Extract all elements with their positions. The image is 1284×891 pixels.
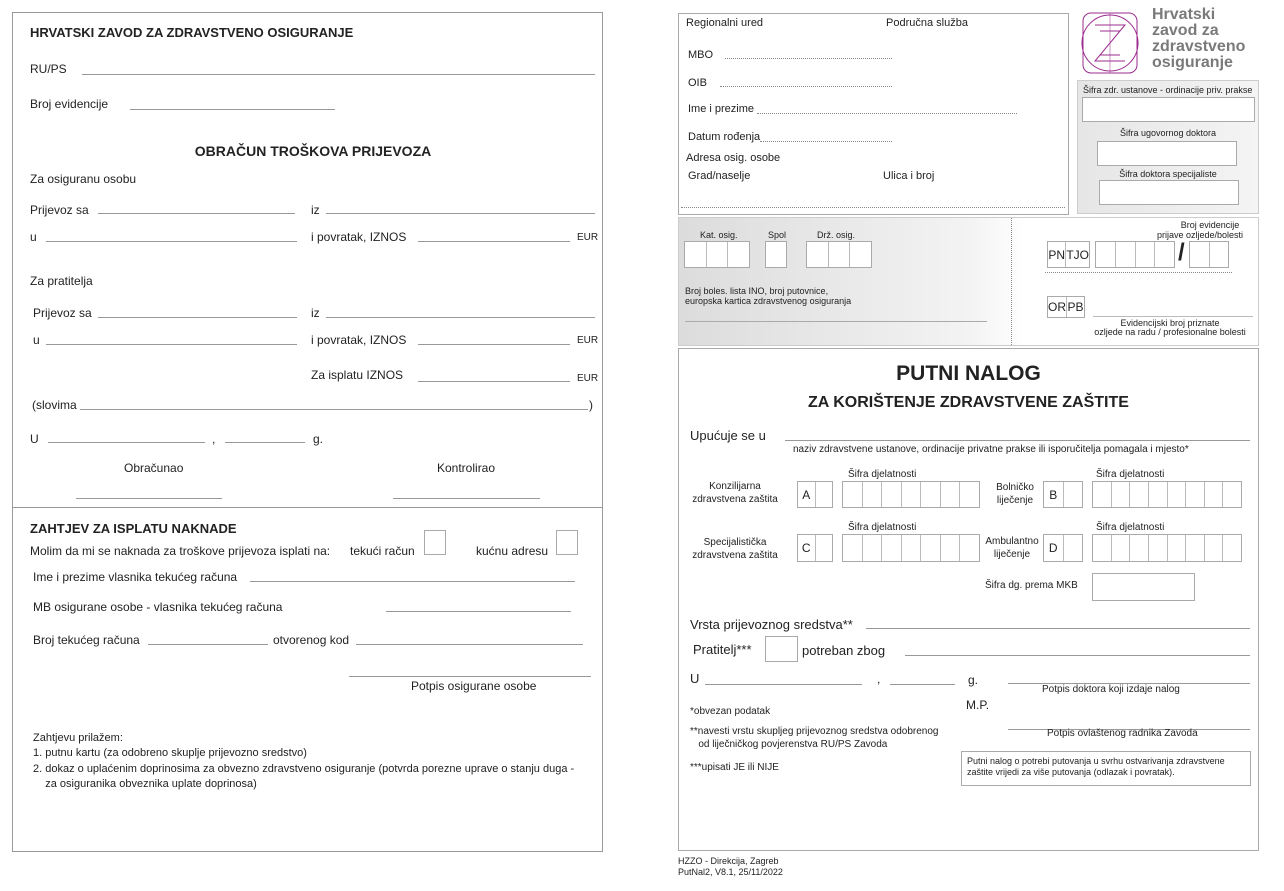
konz-label: zdravstvena zaštita bbox=[692, 494, 778, 505]
za-pratitelja-label: Za pratitelja bbox=[30, 274, 93, 288]
mkb-field[interactable] bbox=[1092, 573, 1195, 601]
pratitelj-label: Pratitelj*** bbox=[693, 642, 752, 657]
spec-label: zdravstvena zaštita bbox=[692, 550, 778, 561]
tjo-label: TJO bbox=[1066, 247, 1089, 262]
mjesto-field[interactable] bbox=[705, 684, 862, 685]
hzzo-logo-icon bbox=[1080, 11, 1140, 75]
footer-line: PutNal2, V8.1, 25/11/2022 bbox=[678, 867, 783, 877]
mbo-label: MBO bbox=[688, 49, 714, 61]
comma: , bbox=[877, 672, 881, 686]
comma: , bbox=[212, 432, 216, 446]
upucuje-label: Upućuje se u bbox=[690, 428, 766, 443]
sifra-specijaliste-label: Šifra doktora specijaliste bbox=[1119, 169, 1217, 179]
left-form bbox=[12, 12, 603, 852]
mjesto-label: U bbox=[690, 671, 700, 686]
prilazem-label: Zahtjevu prilažem: bbox=[33, 732, 123, 744]
spol-field[interactable] bbox=[765, 241, 787, 268]
sifra-ustanove-label: Šifra zdr. ustanove - ordinacije priv. prakse bbox=[1083, 85, 1253, 95]
broj-evid-label: prijave ozljede/bolesti bbox=[1156, 230, 1244, 240]
datum-label: Datum rođenja bbox=[688, 131, 761, 143]
zahtjev-title: ZAHTJEV ZA ISPLATU NAKNADE bbox=[30, 521, 237, 536]
slovima-field[interactable] bbox=[80, 409, 588, 410]
ru-ps-field[interactable] bbox=[82, 74, 595, 75]
naziv-hint: naziv zdravstvene ustanove, ordinacije privatne prakse ili isporučitelja pomagala i mjesto* bbox=[793, 444, 1189, 455]
pratitelj-iznos-field[interactable] bbox=[418, 344, 570, 345]
spec-sifra-field[interactable] bbox=[842, 534, 980, 562]
left-header: HRVATSKI ZAVOD ZA ZDRAVSTVENO OSIGURANJE bbox=[30, 25, 354, 40]
navesti-note: **navesti vrstu skupljeg prijevoznog sredstva odobrenog bbox=[690, 726, 939, 737]
tekuci-label: tekući račun bbox=[350, 544, 415, 558]
slash: / bbox=[1178, 239, 1185, 266]
ulica-label: Ulica i broj bbox=[883, 170, 935, 182]
tekuci-checkbox[interactable] bbox=[424, 530, 446, 555]
molim-text: Molim da mi se naknada za troškove prijevoza isplati na: bbox=[30, 544, 331, 558]
mkb-label: Šifra dg. prema MKB bbox=[985, 580, 1078, 591]
sifra-djel-label: Šifra djelatnosti bbox=[1096, 469, 1165, 480]
sifra-specijaliste-field[interactable] bbox=[1099, 180, 1239, 205]
drz-field[interactable] bbox=[806, 241, 872, 268]
pb-label: PB bbox=[1067, 300, 1084, 314]
adresa-label: Adresa osig. osobe bbox=[686, 152, 781, 164]
drz-label: Drž. osig. bbox=[817, 230, 856, 240]
spec-label: Specijalistička bbox=[703, 537, 767, 548]
ime-vlasnika-field[interactable] bbox=[250, 581, 575, 582]
broj-evidencije-field[interactable] bbox=[130, 109, 335, 110]
potreban-label: potreban zbog bbox=[802, 643, 886, 658]
broj-boles-label: Broj boles. lista INO, broj putovnice, bbox=[685, 286, 829, 296]
bol-label: liječenje bbox=[996, 495, 1034, 506]
potpis-field[interactable] bbox=[349, 676, 591, 677]
divider bbox=[12, 507, 602, 508]
evid-priznate-label: Evidencijski broj priznate bbox=[1120, 318, 1220, 328]
mbo-field[interactable] bbox=[725, 58, 892, 59]
konz-sifra-field[interactable] bbox=[842, 481, 980, 508]
za-osiguranu-label: Za osiguranu osobu bbox=[30, 172, 137, 186]
vrsta-label: Vrsta prijevoznog sredstva** bbox=[690, 617, 853, 632]
kontrolirao-signature[interactable] bbox=[393, 498, 540, 499]
broj-evidencije-label: Broj evidencije bbox=[30, 97, 109, 111]
or-label: OR bbox=[1048, 297, 1067, 317]
godina-label: g. bbox=[313, 432, 324, 446]
broj-racuna-label: Broj tekućeg računa bbox=[33, 633, 140, 647]
spol-label: Spol bbox=[768, 230, 787, 240]
upucuje-field[interactable] bbox=[785, 440, 1250, 441]
kucnu-checkbox[interactable] bbox=[556, 530, 578, 555]
pratitelj-prijevoz-sa-label: Prijevoz sa bbox=[33, 306, 92, 320]
validity-note-box bbox=[961, 751, 1251, 786]
b-label: B bbox=[1044, 482, 1064, 507]
d-box[interactable] bbox=[1043, 534, 1083, 562]
mjesto-field[interactable] bbox=[48, 442, 205, 443]
broj-racuna-field[interactable] bbox=[148, 644, 268, 645]
logo-line: zavod za bbox=[1152, 22, 1219, 39]
kucnu-label: kućnu adresu bbox=[476, 544, 549, 558]
sifra-ugovornog-field[interactable] bbox=[1097, 141, 1237, 166]
obracunao-signature[interactable] bbox=[76, 498, 222, 499]
sifra-djel-label: Šifra djelatnosti bbox=[848, 469, 917, 480]
d-label: D bbox=[1044, 535, 1064, 561]
datum-field[interactable] bbox=[890, 684, 955, 685]
u-label: u bbox=[30, 230, 37, 244]
logo-text bbox=[1152, 7, 1245, 71]
broj-evid-label: Broj evidencije bbox=[1180, 220, 1240, 230]
upisati-note: ***upisati JE ili NIJE bbox=[690, 762, 779, 773]
pratitelj-u-label: u bbox=[33, 333, 40, 347]
prilog-item: 1. putnu kartu (za odobreno skuplje prijevozno sredstvo) bbox=[33, 747, 307, 759]
amb-label: Ambulantno bbox=[985, 536, 1039, 547]
amb-sifra-field[interactable] bbox=[1092, 534, 1242, 562]
sifra-ustanove-field[interactable] bbox=[1082, 97, 1255, 122]
kat-field[interactable] bbox=[684, 241, 750, 268]
close-paren: ) bbox=[589, 398, 593, 412]
validity-note: zaštite vrijedi za više putovanja (odlazak i povratak). bbox=[967, 767, 1175, 777]
b-box[interactable] bbox=[1043, 481, 1083, 508]
prijevoz-sa-field[interactable] bbox=[98, 213, 295, 214]
bol-label: Bolničko bbox=[996, 482, 1034, 493]
eur-label: EUR bbox=[577, 373, 599, 384]
dotted-line bbox=[1045, 272, 1232, 273]
pratitelj-field[interactable] bbox=[765, 636, 798, 662]
navesti-note: od liječničkog povjerenstva RU/PS Zavoda bbox=[690, 739, 888, 750]
oib-field[interactable] bbox=[720, 86, 892, 87]
potpis-label: Potpis osigurane osobe bbox=[411, 679, 537, 693]
mp-label: M.P. bbox=[966, 698, 990, 712]
konz-label: Konzilijarna bbox=[709, 481, 761, 492]
prilog-item: 2. dokaz o uplaćenim doprinosima za obvezno zdravstveno osiguranje (potvrda porezne uprave o stanju duga - bbox=[33, 763, 575, 775]
otvorenog-field[interactable] bbox=[356, 644, 583, 645]
potpis-doktora-label: Potpis doktora koji izdaje nalog bbox=[1042, 684, 1180, 695]
adresa-field[interactable] bbox=[681, 207, 1065, 208]
podrucna-label: Područna služba bbox=[886, 17, 968, 29]
mb-field[interactable] bbox=[386, 611, 571, 612]
band-divider bbox=[1011, 218, 1012, 345]
pratitelj-iznos-label: i povratak, IZNOS bbox=[311, 333, 407, 347]
pratitelj-iz-field[interactable] bbox=[326, 317, 595, 318]
c-box[interactable] bbox=[797, 534, 833, 562]
mjesto-label: U bbox=[30, 432, 39, 446]
kontrolirao-label: Kontrolirao bbox=[437, 461, 496, 475]
logo-line: osiguranje bbox=[1152, 54, 1233, 71]
mb-label: MB osigurane osobe - vlasnika tekućeg računa bbox=[33, 600, 283, 614]
footer-line: HZZO - Direkcija, Zagreb bbox=[678, 856, 779, 866]
prilog-item: za osiguranika obveznika uplate doprinosa) bbox=[33, 778, 257, 790]
oib-label: OIB bbox=[688, 77, 707, 89]
otvorenog-label: otvorenog kod bbox=[273, 633, 350, 647]
logo-line: Hrvatski bbox=[1152, 6, 1216, 23]
datum-field[interactable] bbox=[225, 442, 305, 443]
regionalni-label: Regionalni ured bbox=[686, 17, 764, 29]
amb-label: liječenje bbox=[993, 549, 1031, 560]
evid-priznate-field[interactable] bbox=[1093, 316, 1253, 317]
grad-label: Grad/naselje bbox=[688, 170, 751, 182]
ime-vlasnika-label: Ime i prezime vlasnika tekućeg računa bbox=[33, 570, 238, 584]
iznos-field[interactable] bbox=[418, 241, 570, 242]
prijevoz-sa-label: Prijevoz sa bbox=[30, 203, 89, 217]
potreban-field[interactable] bbox=[905, 655, 1250, 656]
vrsta-field[interactable] bbox=[866, 628, 1250, 629]
evid-priznate-label: ozljede na radu / profesionalne bolesti bbox=[1094, 327, 1246, 337]
putni-nalog-title: PUTNI NALOG bbox=[896, 362, 1041, 385]
bol-sifra-field[interactable] bbox=[1092, 481, 1242, 508]
broj-boles-field[interactable] bbox=[685, 321, 987, 322]
a-label: A bbox=[798, 482, 816, 507]
obracunao-label: Obračunao bbox=[124, 461, 184, 475]
logo-line: zdravstveno bbox=[1152, 38, 1246, 55]
sifra-djel-label: Šifra djelatnosti bbox=[848, 522, 917, 533]
za-isplatu-field[interactable] bbox=[418, 381, 570, 382]
broj-boles-label: europska kartica zdravstvenog osiguranja bbox=[685, 296, 852, 306]
form-title: OBRAČUN TROŠKOVA PRIJEVOZA bbox=[194, 143, 432, 159]
obvezan-note: *obvezan podatak bbox=[690, 706, 771, 717]
ime-label: Ime i prezime bbox=[688, 103, 755, 115]
ru-ps-label: RU/PS bbox=[30, 62, 67, 76]
ime-field[interactable] bbox=[757, 113, 1017, 114]
pratitelj-u-field[interactable] bbox=[46, 344, 297, 345]
slovima-label: (slovima bbox=[32, 398, 77, 412]
pratitelj-iz-label: iz bbox=[311, 306, 320, 320]
iznos-label: i povratak, IZNOS bbox=[311, 230, 407, 244]
u-field[interactable] bbox=[46, 241, 297, 242]
putni-nalog-subtitle: ZA KORIŠTENJE ZDRAVSTVENE ZAŠTITE bbox=[808, 394, 1129, 411]
pn-tjo-box bbox=[1047, 241, 1090, 268]
broj-evid-year-field[interactable] bbox=[1189, 241, 1229, 268]
validity-note: Putni nalog o potrebi putovanja u svrhu ostvarivanja zdravstvene bbox=[967, 756, 1225, 766]
potpis-radnika-label: Potpis ovlaštenog radnika Zavoda bbox=[1047, 728, 1198, 739]
sifra-djel-label: Šifra djelatnosti bbox=[1096, 522, 1165, 533]
eur-label: EUR bbox=[577, 335, 599, 346]
pratitelj-prijevoz-sa-field[interactable] bbox=[98, 317, 297, 318]
datum-field[interactable] bbox=[760, 141, 892, 142]
broj-evid-field[interactable] bbox=[1095, 241, 1175, 268]
za-isplatu-label: Za isplatu IZNOS bbox=[311, 368, 404, 382]
sifra-ugovornog-label: Šifra ugovornog doktora bbox=[1119, 128, 1217, 138]
godina-label: g. bbox=[968, 673, 979, 687]
iz-label: iz bbox=[311, 203, 320, 217]
or-pb-box bbox=[1047, 296, 1085, 318]
a-box[interactable] bbox=[797, 481, 833, 508]
iz-field[interactable] bbox=[326, 213, 595, 214]
eur-label: EUR bbox=[577, 232, 599, 243]
pn-label: PN bbox=[1048, 242, 1066, 267]
c-label: C bbox=[798, 535, 816, 561]
kat-label: Kat. osig. bbox=[700, 230, 738, 240]
